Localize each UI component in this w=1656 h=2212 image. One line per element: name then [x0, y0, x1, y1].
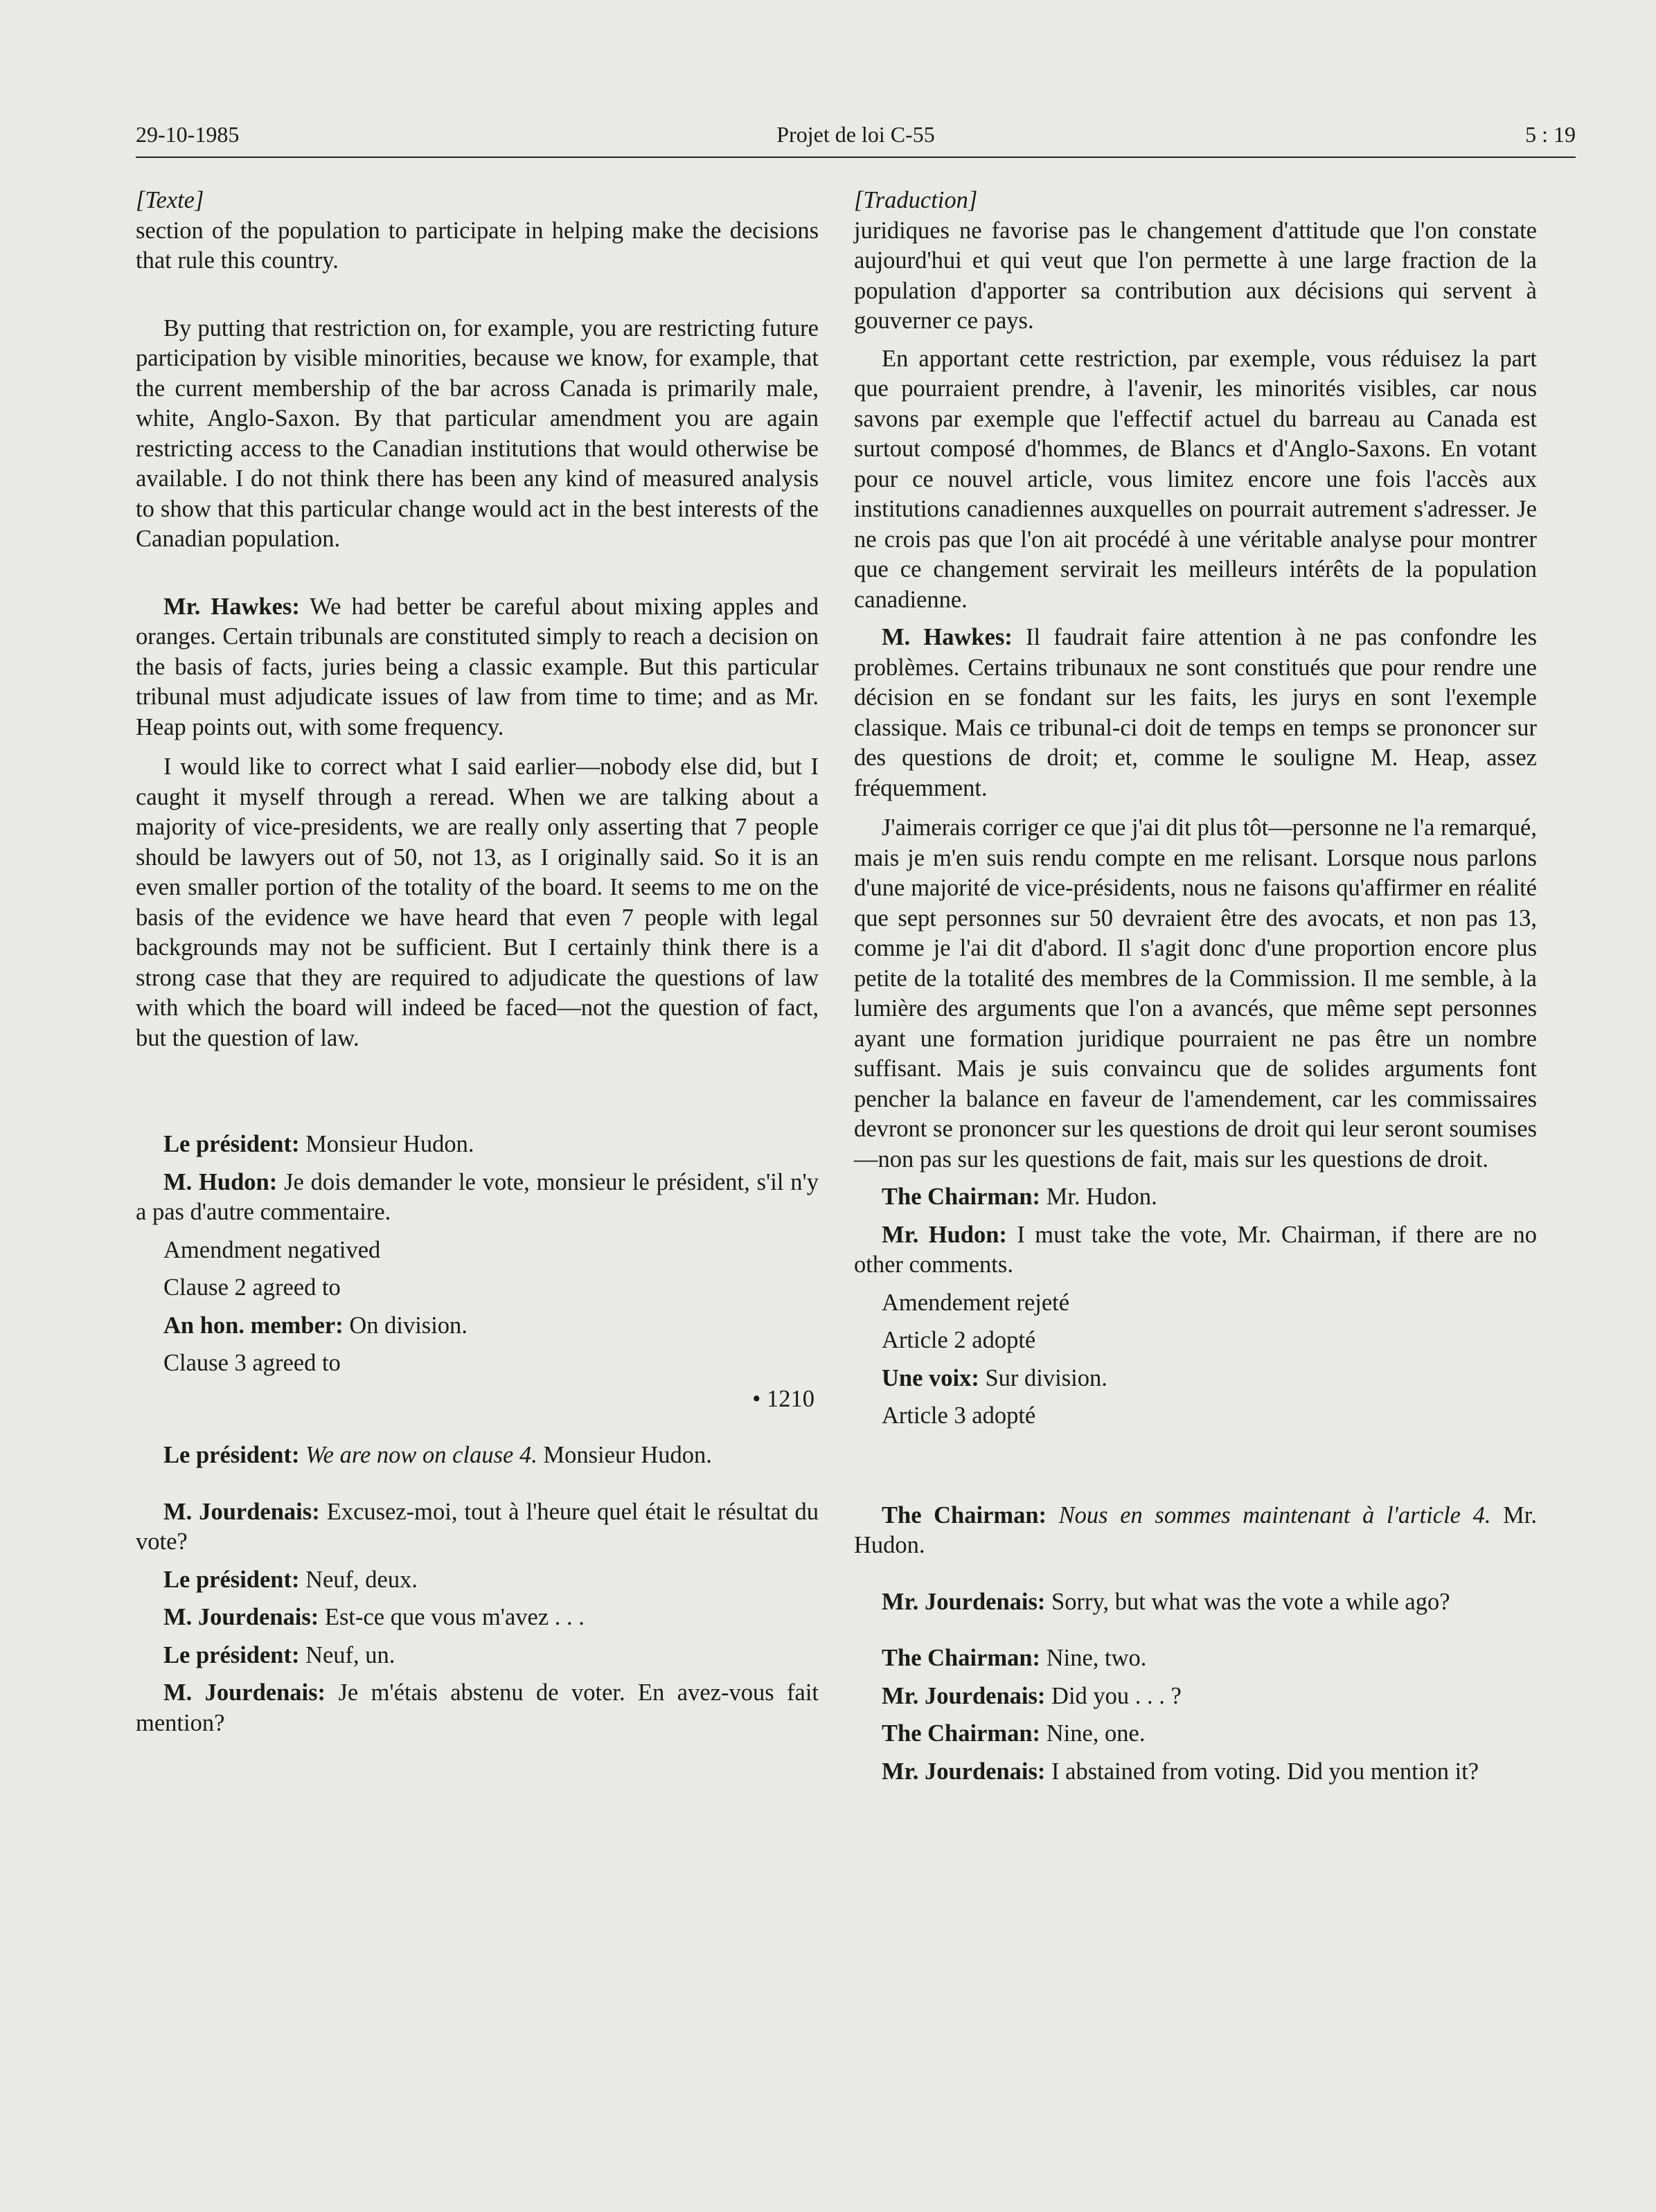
motion-result: Amendement rejeté: [882, 1289, 1070, 1316]
speech-text: Mr. Hudon.: [854, 1501, 1537, 1558]
speech-text: Nine, two.: [1040, 1645, 1147, 1671]
paragraph: J'aimerais corriger ce que j'ai dit plus tôt—personne ne l'a remarqué, mais je m'en suis rendu compte en me relisant. Lorsque nous parlons d'une majorité de vice-présidents, nous ne faisons qu'affirmer en réalité que sept personnes sur 50 devraient être des avocats, et non pas 13, comme je l'ai dit d'abord. Il s'agit donc d'une proportion encore plus petite de la totalité des membres de la Commission. Il me semble, à la lumière des arguments que l'on a avancés, que même sept personnes ayant une formation juridique pourraient ne pas être un nombre suffisant. Mais je suis convaincu que de solides arguments font pencher la balance en faveur de l'amendement, car les commissaires devront se prononcer sur les questions de droit qui leur seront soumises—non pas sur les questions de fait, mais sur les questions de droit.: [854, 814, 1537, 1172]
speaker-name: Mr. Jourdenais:: [882, 1588, 1046, 1615]
paragraph: [854, 1220, 1537, 1281]
speech-text: Je dois demander le vote, monsieur le président, s'il n'y a pas d'autre commentaire.: [136, 1168, 819, 1225]
paragraph: [136, 1497, 819, 1558]
speech-text: Il faudrait faire attention à ne pas confondre les problèmes. Certains tribunaux ne sont constitués que pour rendre une décision en se fondant sur les faits, les jurys en sont l'exemple classique. Mais ce tribunal-ci doit de temps en temps se prononcer sur des questions de droit; et, comme le souligne M. Heap, assez fréquemment.: [854, 624, 1537, 801]
paragraph: By putting that restriction on, for example, you are restricting future participation by visible minorities, because we know, for example, that the current membership of the bar across Canada is primarily male, white, Anglo-Saxon. By that particular amendment you are again restricting access to the Canadian institutions that would otherwise be available. I do not think there has been any kind of measured analysis to show that this particular change would act in the best interests of the Canadian population.: [136, 314, 819, 552]
paragraph: [136, 1130, 819, 1160]
speaker-name: An hon. member:: [163, 1312, 344, 1339]
paragraph: [854, 1643, 1537, 1674]
speaker-name: M. Jourdenais:: [163, 1679, 326, 1706]
paragraph: [854, 1719, 1537, 1749]
motion-result: Clause 2 agreed to: [163, 1274, 341, 1301]
speech-text: Neuf, deux.: [299, 1566, 418, 1593]
speaker-name: Une voix:: [882, 1364, 979, 1391]
speech-text: Nine, one.: [1040, 1720, 1146, 1747]
paragraph: I would like to correct what I said earlier—nobody else did, but I caught it myself through a reread. When we are talking about a majority of vice-presidents, we are really only asserting that 7 people should be lawyers out of 50, not 13, as I originally said. So it is an even smaller portion of the totality of the board. It seems to me on the basis of the evidence we have heard that even 7 people with legal backgrounds may not be sufficient. But I certainly think there is a strong case that they are required to adjudicate the questions of law with which the board will indeed be faced—not the question of fact, but the question of law.: [136, 753, 819, 1051]
speaker-name: M. Hudon:: [163, 1168, 278, 1195]
speech-emphasis: Nous en sommes maintenant à l'article 4.: [1047, 1501, 1491, 1528]
speaker-name: Le président:: [163, 1442, 300, 1468]
paragraph: juridiques ne favorise pas le changement d'attitude que l'on constate aujourd'hui et qui veut que l'on permette à une large fraction de la population d'apporter sa contribution aux décisions qui servent à gouverner ce pays.: [854, 217, 1537, 334]
paragraph: [854, 1501, 1537, 1561]
speaker-name: Mr. Jourdenais:: [882, 1682, 1046, 1709]
page-header: [136, 122, 1576, 157]
speech-text: Excusez-moi, tout à l'heure quel était le résultat du vote?: [136, 1498, 819, 1555]
speech-text: Mr. Hudon.: [1040, 1184, 1157, 1210]
left-column-tag: [Texte]: [136, 187, 204, 213]
speech-emphasis: We are now on clause 4.: [299, 1442, 537, 1468]
speech-text: Monsieur Hudon.: [537, 1442, 712, 1468]
paragraph: [136, 1311, 819, 1341]
speaker-name: The Chairman:: [882, 1720, 1041, 1747]
paragraph: [854, 623, 1537, 803]
speaker-name: Mr. Hudon:: [882, 1221, 1007, 1248]
header-title: Projet de loi C-55: [776, 122, 935, 147]
speaker-name: Mr. Jourdenais:: [882, 1758, 1046, 1785]
paragraph: [854, 1587, 1537, 1618]
speaker-name: The Chairman:: [882, 1645, 1041, 1671]
header-rule: [136, 157, 1576, 158]
speaker-name: The Chairman:: [882, 1501, 1047, 1528]
speech-text: On division.: [343, 1312, 468, 1339]
speech-text: I must take the vote, Mr. Chairman, if there are no other comments.: [854, 1221, 1537, 1278]
speech-text: We had better be careful about mixing apples and oranges. Certain tribunals are constituted simply to reach a decision on the basis of facts, juries being a classic example. But this particular tribunal must adjudicate issues of law from time to time; and as Mr. Heap points out, with some frequency.: [136, 593, 819, 740]
speech-text: Neuf, un.: [299, 1641, 395, 1668]
speaker-name: Le président:: [163, 1641, 300, 1668]
left-column: [136, 186, 819, 1738]
speaker-name: Le président:: [163, 1131, 300, 1157]
speaker-name: The Chairman:: [882, 1184, 1041, 1210]
speech-text: Did you . . . ?: [1045, 1682, 1182, 1709]
paragraph: [136, 1441, 819, 1471]
paragraph: [854, 1682, 1537, 1712]
motion-result: Amendment negatived: [163, 1236, 381, 1263]
paragraph: [136, 1603, 819, 1633]
paragraph: [136, 1641, 819, 1671]
paragraph: [136, 1168, 819, 1228]
paragraph: [854, 1182, 1537, 1213]
paragraph: [136, 1678, 819, 1738]
speech-text: Je m'étais abstenu de voter. En avez-vous fait mention?: [136, 1679, 819, 1736]
header-page-number: 5 : 19: [1525, 122, 1576, 147]
speech-text: Sorry, but what was the vote a while ago?: [1045, 1588, 1450, 1615]
right-column-tag: [Traduction]: [854, 187, 978, 213]
speaker-name: Mr. Hawkes:: [163, 593, 300, 620]
speech-text: I abstained from voting. Did you mention it?: [1045, 1758, 1479, 1785]
header-date: 29-10-1985: [136, 122, 240, 147]
paragraph: [136, 1565, 819, 1596]
paragraph: [854, 1757, 1537, 1787]
paragraph: En apportant cette restriction, par exemple, vous réduisez la part que pourraient prendre, à l'avenir, les minorités visibles, car nous savons par exemple que l'effectif actuel du barreau au Canada est surtout composé d'hommes, de Blancs et d'Anglo-Saxons. En votant pour ce nouvel article, vous limitez encore une fois l'accès aux institutions canadiennes auxquelles on pourrait autrement s'adresser. Je ne crois pas que l'on ait procédé à une véritable analyse pour montrer que ce changement servirait les meilleurs intérêts de la population canadienne.: [854, 345, 1537, 613]
speech-text: Sur division.: [979, 1364, 1107, 1391]
speaker-name: M. Hawkes:: [882, 624, 1013, 650]
speech-text: Monsieur Hudon.: [299, 1131, 474, 1157]
motion-result: Article 2 adopté: [882, 1327, 1036, 1353]
timestamp: • 1210: [752, 1385, 814, 1412]
motion-result: Clause 3 agreed to: [163, 1350, 341, 1376]
paragraph: [136, 592, 819, 743]
speaker-name: Le président:: [163, 1566, 300, 1593]
paragraph: [854, 1364, 1537, 1394]
motion-result: Article 3 adopté: [882, 1402, 1036, 1429]
speech-text: Est-ce que vous m'avez . . .: [319, 1604, 585, 1630]
speaker-name: M. Jourdenais:: [163, 1604, 319, 1630]
paragraph: section of the population to participate in helping make the decisions that rule this country.: [136, 217, 819, 274]
right-column: [854, 186, 1537, 1787]
speaker-name: M. Jourdenais:: [163, 1498, 320, 1525]
